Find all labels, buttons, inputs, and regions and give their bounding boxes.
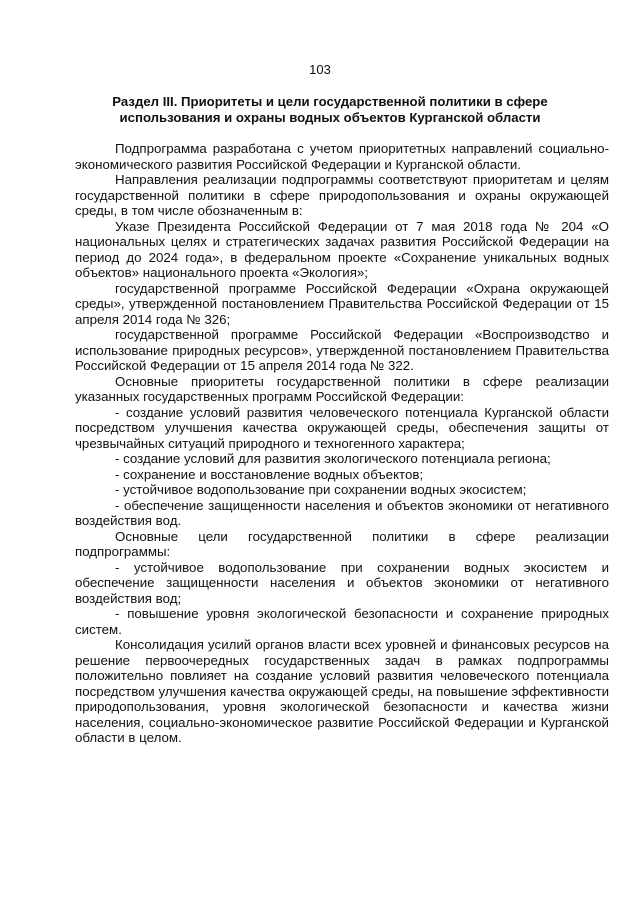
paragraph: Консолидация усилий органов власти всех уровней и финансовых ресурсов на решение первоочередных государственных задач в рамках подпрограммы положительно повлияет на создание условий развития человеческого потенциала посредством улучшения качества окружающей среды, на повышение эффективности природопользования, уровня экологической безопасности и качества жизни населения, социально-экономическое развитие Российской Федерации и Курганской области в целом. [75,637,609,745]
paragraph: государственной программе Российской Федерации «Охрана окружающей среды», утвержденной постановлением Правительства Российской Федерации от 15 апреля 2014 года № 326; [75,280,609,327]
section-heading-line-1: Раздел III. Приоритеты и цели государственной политики в сфере [112,94,548,109]
section-heading-line-2: использования и охраны водных объектов Курганской области [119,110,541,125]
section-heading [60,94,600,126]
list-item: - создание условий развития человеческого потенциала Курганской области посредством улучшения качества окружающей среды, обеспечения защиты от чрезвычайных ситуаций природного и техногенного характера; [75,404,609,451]
list-item: - обеспечение защищенности населения и объектов экономики от негативного воздействия вод. [75,497,609,528]
list-item: - устойчивое водопользование при сохранении водных экосистем; [115,482,527,497]
document-body [75,141,609,746]
paragraph: Указе Президента Российской Федерации от 7 мая 2018 года № 204 «О национальных целях и стратегических задачах развития Российской Федерации на период до 2024 года», в федеральном проекте «Сохранение уникальных водных объектов» национального проекта «Экология»; [75,218,609,280]
paragraph: государственной программе Российской Федерации «Воспроизводство и использование природных ресурсов», утвержденной постановлением Правительства Российской Федерации от 15 апреля 2014 года № 322. [75,327,609,373]
page-number: 103 [309,62,331,77]
list-item: - повышение уровня экологической безопасности и сохранение природных систем. [75,606,609,637]
list-item: - сохранение и восстановление водных объектов; [115,466,424,482]
list-item: - создание условий для развития экологического потенциала региона; [115,451,551,466]
paragraph: Подпрограмма разработана с учетом приоритетных направлений социально-экономического развития Российской Федерации и Курганской области. [75,141,609,172]
paragraph: Основные приоритеты государственной политики в сфере реализации указанных государственных программ Российской Федерации: [75,373,609,404]
list-item: - устойчивое водопользование при сохранении водных экосистем и обеспечение защищенности населения и объектов экономики от негативного воздействия вод; [75,559,609,606]
paragraph: Основные цели государственной политики в сфере реализации подпрограммы: [75,528,609,559]
paragraph: Направления реализации подпрограммы соответствуют приоритетам и целям государственной политики в сфере природопользования и охраны окружающей среды, в том числе обозначенным в: [75,172,609,218]
